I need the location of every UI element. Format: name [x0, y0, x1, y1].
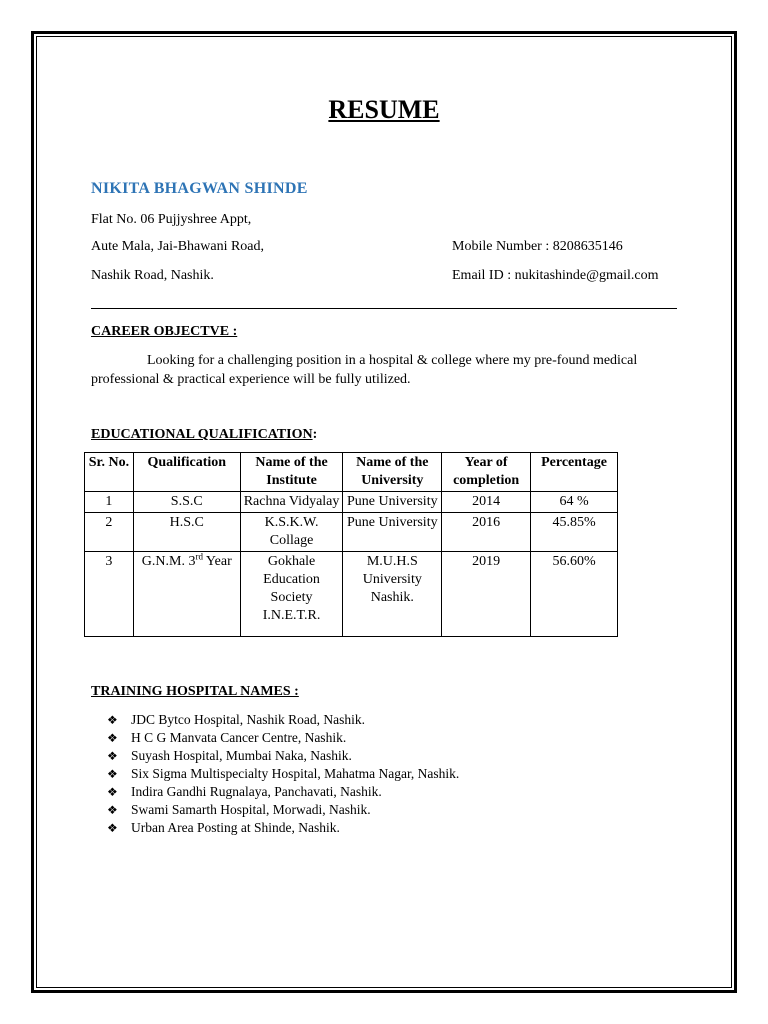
cell-sr-no: 1 — [85, 492, 134, 513]
list-item — [107, 711, 459, 729]
cell-qualification — [133, 513, 240, 552]
cell-institute: Rachna Vidyalay — [240, 492, 343, 513]
education-heading-label: EDUCATIONAL QUALIFICATION — [91, 427, 313, 442]
column-header-university: Name of the University — [343, 453, 442, 492]
education-heading — [91, 427, 317, 443]
qualification-text: G.N.M. 3 — [141, 554, 196, 569]
cell-year: 2014 — [442, 492, 531, 513]
hospital-name: Urban Area Posting at Shinde, Nashik. — [131, 820, 340, 835]
cell-year: 2016 — [442, 513, 531, 552]
training-heading: TRAINING HOSPITAL NAMES : — [91, 684, 299, 699]
diamond-bullet-icon: ❖ — [107, 749, 118, 763]
cell-percentage: 64 % — [531, 492, 618, 513]
table-row — [85, 513, 618, 552]
cell-university: Pune University — [343, 492, 442, 513]
cell-qualification — [133, 492, 240, 513]
cell-institute: Gokhale Education Society I.N.E.T.R. — [240, 552, 343, 637]
education-table — [84, 452, 618, 637]
list-item — [107, 747, 459, 765]
education-heading-colon: : — [312, 427, 318, 442]
candidate-name: NIKITA BHAGWAN SHINDE — [91, 180, 308, 197]
cell-sr-no: 3 — [85, 552, 134, 637]
table-row — [85, 492, 618, 513]
hospital-name: Suyash Hospital, Mumbai Naka, Nashik. — [131, 748, 352, 763]
address-line-1: Flat No. 06 Pujjyshree Appt, — [91, 212, 252, 227]
list-item — [107, 729, 459, 747]
qualification-text: S.S.C — [170, 494, 203, 509]
header-divider — [91, 308, 677, 309]
diamond-bullet-icon: ❖ — [107, 713, 118, 727]
cell-qualification — [133, 552, 240, 637]
cell-sr-no: 2 — [85, 513, 134, 552]
column-header-institute: Name of the Institute — [240, 453, 343, 492]
cell-university: Pune University — [343, 513, 442, 552]
qualification-suffix: Year — [202, 554, 232, 569]
list-item — [107, 783, 459, 801]
diamond-bullet-icon: ❖ — [107, 785, 118, 799]
list-item — [107, 819, 459, 837]
resume-title: RESUME — [328, 95, 440, 124]
hospital-name: Swami Samarth Hospital, Morwadi, Nashik. — [131, 802, 371, 817]
column-header-percentage: Percentage — [531, 453, 618, 492]
cell-university: M.U.H.S University Nashik. — [343, 552, 442, 637]
column-header-qualification: Qualification — [133, 453, 240, 492]
training-hospital-list — [107, 711, 459, 837]
cell-institute: K.S.K.W. Collage — [240, 513, 343, 552]
column-header-sr-no: Sr. No. — [85, 453, 134, 492]
diamond-bullet-icon: ❖ — [107, 803, 118, 817]
qualification-superscript: rd — [195, 551, 203, 562]
diamond-bullet-icon: ❖ — [107, 731, 118, 745]
diamond-bullet-icon: ❖ — [107, 821, 118, 835]
career-objective-text: Looking for a challenging position in a hospital & college where my pre-found medical professional & practical experience will be fully utilized. — [91, 353, 638, 387]
diamond-bullet-icon: ❖ — [107, 767, 118, 781]
email-id: Email ID : nukitashinde@gmail.com — [452, 268, 659, 283]
cell-year: 2019 — [442, 552, 531, 637]
hospital-name: Six Sigma Multispecialty Hospital, Mahatma Nagar, Nashik. — [131, 766, 460, 781]
list-item — [107, 765, 459, 783]
cell-percentage: 56.60% — [531, 552, 618, 637]
hospital-name: JDC Bytco Hospital, Nashik Road, Nashik. — [131, 712, 365, 727]
column-header-year: Year of completion — [442, 453, 531, 492]
cell-percentage: 45.85% — [531, 513, 618, 552]
qualification-text: H.S.C — [169, 515, 204, 530]
table-row — [85, 552, 618, 637]
address-line-3: Nashik Road, Nashik. — [91, 268, 214, 283]
career-objective-heading: CAREER OBJECTVE : — [91, 324, 238, 339]
hospital-name: Indira Gandhi Rugnalaya, Panchavati, Nashik. — [131, 784, 382, 799]
table-header-row — [85, 453, 618, 492]
hospital-name: H C G Manvata Cancer Centre, Nashik. — [131, 730, 347, 745]
address-line-2: Aute Mala, Jai-Bhawani Road, — [91, 239, 265, 254]
mobile-number: Mobile Number : 8208635146 — [452, 239, 623, 254]
list-item — [107, 801, 459, 819]
